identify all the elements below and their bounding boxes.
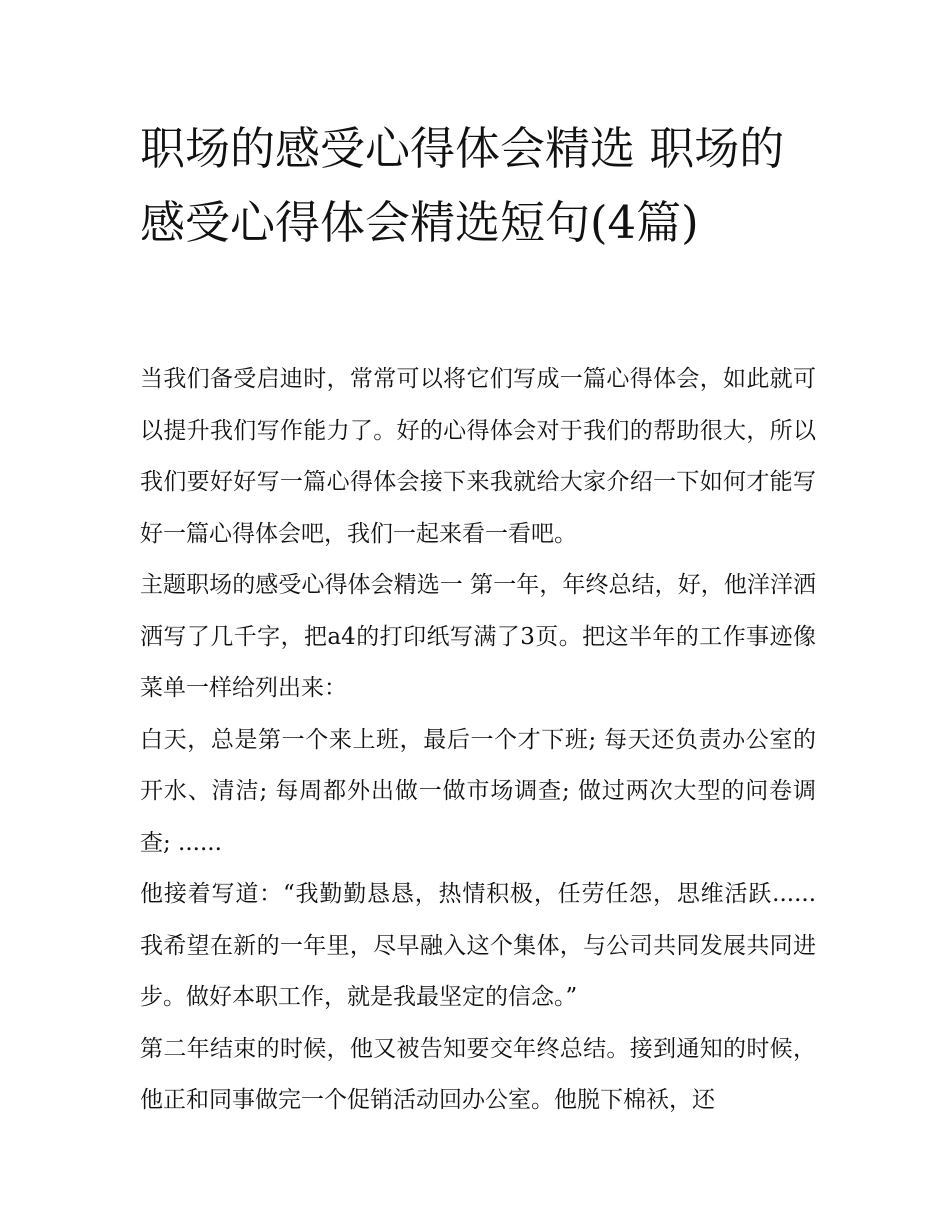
document-title: 职场的感受心得体会精选 职场的感受心得体会精选短句(4篇): [140, 122, 785, 249]
document-body: [140, 354, 816, 1127]
paragraph-second-year: 第二年结束的时候，他又被告知要交年终总结。接到通知的时候，他正和同事做完一个促销活动回办公室。他脱下棉袄，还: [140, 1035, 816, 1113]
paragraph-intro: 当我们备受启迪时，常常可以将它们写成一篇心得体会，如此就可以提升我们写作能力了。好的心得体会对于我们的帮助很大，所以我们要好好写一篇心得体会接下来我就给大家介绍一下如何才能写好一篇心得体会吧，我们一起来看一看吧。: [140, 366, 816, 547]
paragraph-quote: 他接着写道：“我勤勤恳恳，热情积极，任劳任怨，思维活跃......我希望在新的一年里，尽早融入这个集体，与公司共同发展共同进步。做好本职工作，就是我最坚定的信念。”: [140, 881, 816, 1010]
paragraph-work-list: 白天，总是第一个来上班，最后一个才下班; 每天还负责办公室的开水、清洁; 每周都外出做一做市场调查; 做过两次大型的问卷调查; ......: [140, 726, 816, 856]
paragraph-first-year: 主题职场的感受心得体会精选一 第一年，年终总结，好，他洋洋洒洒写了几千字，把a4的打印纸写满了3页。把这半年的工作事迹像菜单一样给列出来：: [140, 572, 816, 701]
